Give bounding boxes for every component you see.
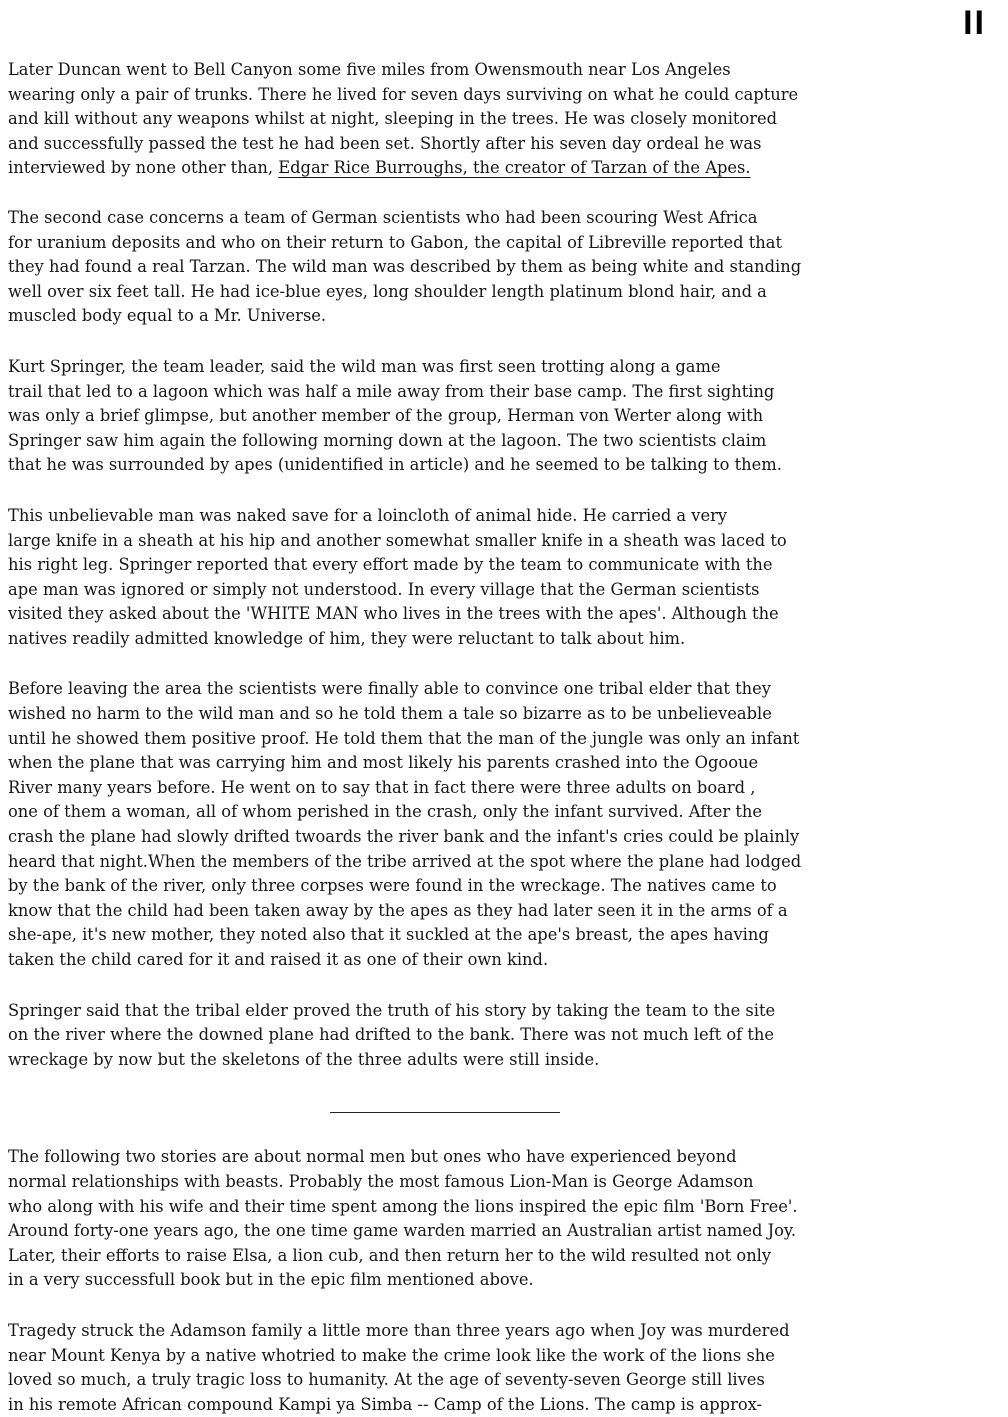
paragraph-tribal-elder-tale: Before leaving the area the scientists were finally able to convince one tribal elder that they wished no harm to the wild man and so he told them a tale so bizarre as to be unbelieveable until he showed them positive proof. He told them that the man of the jungle was only an infant when the plane that was carrying him and most likely his parents crashed into the Ogooue River many years before. He went on to say that in fact there were three adults on board , one of them a woman, all of whom perished in the crash, only the infant survived. After the crash the plane had slowly drifted twoards the river bank and the infant's cries could be plainly heard that night.When the members of the tribe arrived at the spot where the plane had lodged by the bank of the river, only three corpses were found in the wreckage. The natives came to know that the child had been taken away by the apes as they had later seen it in the arms of a she-ape, it's new mother, they noted also that it suckled at the ape's breast, the apes having taken the child cared for it and raised it as one of their own kind. xyxy=(8,679,802,969)
paragraph-lion-man: The following two stories are about normal men but ones who have experienced beyond normal relationships with beasts. Probably the most famous Lion-Man is George Adamson who along with his wife and their time spent among the lions inspired the epic film 'Born Free'. Around forty-one years ago, the one time game warden married an Australian artist named Joy. Later, their efforts to raise Elsa, a lion cub, and then return her to the wild resulted not only in a very successfull book but in the epic film mentioned above. xyxy=(8,1147,798,1290)
paragraph-duncan-text: Later Duncan went to Bell Canyon some five miles from Owensmouth near Los Angeles wearing only a pair of trunks. There he lived for seven days surviving on what he could capture and kill without any weapons whilst at night, sleeping in the trees. He was closely monitored and successfully passed the test he had been set. Shortly after his seven day ordeal he was interviewed by none other than, xyxy=(8,60,799,178)
section-divider xyxy=(330,1112,560,1113)
paragraph-duncan xyxy=(8,58,948,181)
paragraph-german-scientists: The second case concerns a team of German scientists who had been scouring West Africa for uranium deposits and who on their return to Gabon, the capital of Libreville reported that they had found a real Tarzan. The wild man was described by them as being white and standing well over six feet tall. He had ice-blue eyes, long shoulder length platinum blond hair, and a muscled body equal to a Mr. Universe. xyxy=(8,207,802,326)
burroughs-underlined-text: Edgar Rice Burroughs, the creator of Tarzan of the Apes. xyxy=(278,158,751,178)
article-body xyxy=(8,58,948,1417)
paragraph-adamson-tragedy: Tragedy struck the Adamson family a little more than three years ago when Joy was murdered near Mount Kenya by a native whotried to make the crime look like the work of the lions she loved so much, a truly tragic loss to humanity. At the age of seventy-seven George still lives in his remote African compound Kampi ya Simba -- Camp of the Lions. The camp is approx- xyxy=(8,1320,790,1414)
paragraph-kurt-springer: Kurt Springer, the team leader, said the wild man was first seen trotting along a game trail that led to a lagoon which was half a mile away from their base camp. The first sighting was only a brief glimpse, but another member of the group, Herman von Werter along with Springer saw him again the following morning down at the lagoon. The two scientists claim that he was surrounded by apes (unidentified in article) and he seemed to be talking to them. xyxy=(8,356,782,475)
page-number: II xyxy=(963,4,986,42)
paragraph-proof: Springer said that the tribal elder proved the truth of his story by taking the team to the site on the river where the downed plane had drifted to the bank. There was not much left of the wreckage by now but the skeletons of the three adults were still inside. xyxy=(8,1000,776,1069)
paragraph-wild-man-description: This unbelievable man was naked save for a loincloth of animal hide. He carried a very large knife in a sheath at his hip and another somewhat smaller knife in a sheath was laced to his right leg. Springer reported that every effort made by the team to communicate with the ape man was ignored or simply not understood. In every village that the German scientists visited they asked about the 'WHITE MAN who lives in the trees with the apes'. Although the natives readily admitted knowledge of him, they were reluctant to talk about him. xyxy=(8,505,787,648)
